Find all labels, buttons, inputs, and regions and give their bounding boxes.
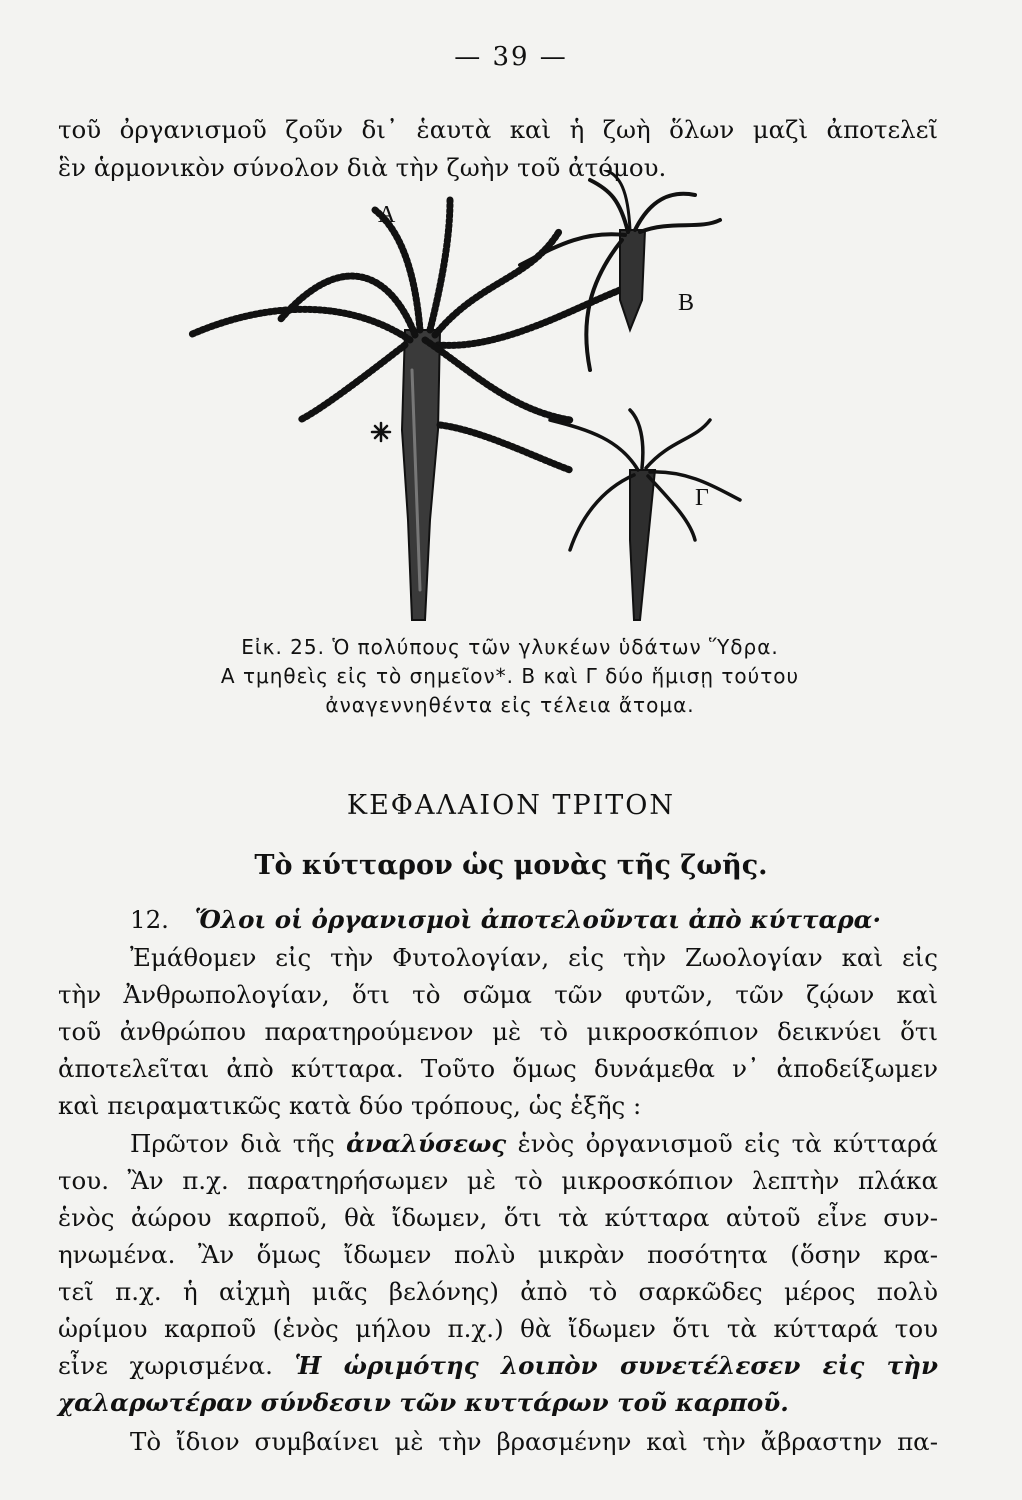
paragraph-heading: Ὅλοι οἱ ὀργανισμοὶ ἀποτελοῦνται ἀπὸ κύτταρα· [194,905,882,934]
intro-line-1: τοῦ ὀργανισμοῦ ζοῦν δι᾽ ἑαυτὰ καὶ ἡ ζωὴ ὅλων μαζὶ ἀποτελεῖ [58,115,938,144]
figure-caption-line-3: ἀναγεννηθέντα εἰς τέλεια ἄτομα. [325,693,695,717]
paragraph-number: 12. [130,905,169,934]
paragraph-12-heading [130,902,938,938]
page-number: — 39 — [454,42,568,72]
paragraph-12-line-2: τὴν Ἀνθρωπολογίαν, ὅτι τὸ σῶμα τῶν φυτῶν, τῶν ζῴων καὶ [58,980,938,1009]
figure-label-a: Α [378,202,396,228]
paragraph-first-line-4: ηνωμένα. Ἂν ὅμως ἴδωμεν πολὺ μικρὰν ποσότητα (ὅσην κρα- [58,1240,938,1269]
first-rest-text: ἑνὸς ὀργανισμοῦ εἰς τὰ κύτταρά [517,1129,938,1158]
paragraph-first-line-5: τεῖ π.χ. ἡ αἰχμὴ μιᾶς βελόνης) ἀπὸ τὸ σαρκῶδες μέρος πολὺ [58,1277,938,1306]
paragraph-first-line-7 [58,1348,938,1384]
first-bold-word: ἀναλύσεως [346,1129,507,1158]
first-lead-text: Πρῶτον διὰ τῆς [130,1129,335,1158]
first-plain-text: εἶνε χωρισμένα. [58,1351,273,1380]
paragraph-first-line-3: ἑνὸς ἀώρου καρποῦ, θὰ ἴδωμεν, ὅτι τὰ κύτταρα αὐτοῦ εἶνε συν- [58,1203,938,1232]
figure-caption-line-1: Εἰκ. 25. Ὁ πολύπους τῶν γλυκέων ὑδάτων Ὕδρα. [241,635,779,659]
paragraph-first-line-1 [130,1126,938,1162]
hydra-figure [150,170,880,630]
paragraph-next-line: Τὸ ἴδιον συμβαίνει μὲ τὴν βρασμένην καὶ τὴν ἄβραστην πα- [130,1427,938,1456]
paragraph-12-line-5: καὶ πειραματικῶς κατὰ δύο τρόπους, ὡς ἑξῆς : [58,1091,642,1120]
paragraph-first-line-8: χαλαρωτέραν σύνδεσιν τῶν κυττάρων τοῦ καρποῦ. [58,1388,789,1417]
chapter-title: ΚΕΦΑΛΑΙΟΝ ΤΡΙΤΟΝ [346,790,676,821]
intro-line-2: ἓν ἁρμονικὸν σύνολον διὰ τὴν ζωὴν τοῦ ἀτόμου. [58,153,667,182]
paragraph-first-line-2: του. Ἂν π.χ. παρατηρήσωμεν μὲ τὸ μικροσκόπιον λεπτὴν πλάκα [58,1166,938,1195]
section-title: Τὸ κύτταρον ὡς μονὰς τῆς ζωῆς. [254,850,768,881]
paragraph-first-line-6: ὡρίμου καρποῦ (ἑνὸς μήλου π.χ.) θὰ ἴδωμεν ὅτι τὰ κύτταρά του [58,1314,938,1343]
figure-label-c: Γ [695,485,709,511]
paragraph-12-line-4: ἀποτελεῖται ἀπὸ κύτταρα. Τοῦτο ὅμως δυνάμεθα ν᾽ ἀποδείξωμεν [58,1054,938,1083]
first-emphasis-text: Ἡ ὡριμότης λοιπὸν συνετέλεσεν εἰς τὴν [294,1351,938,1380]
paragraph-12-line-1: Ἐμάθομεν εἰς τὴν Φυτολογίαν, εἰς τὴν Ζωολογίαν καὶ εἰς [130,943,938,972]
figure-label-b: Β [678,290,695,316]
figure-caption-line-2: Α τμηθεὶς εἰς τὸ σημεῖον*. Β καὶ Γ δύο ἥμισῃ τούτου [220,664,800,688]
paragraph-12-line-3: τοῦ ἀνθρώπου παρατηρούμενον μὲ τὸ μικροσκόπιον δεικνύει ὅτι [58,1017,938,1046]
